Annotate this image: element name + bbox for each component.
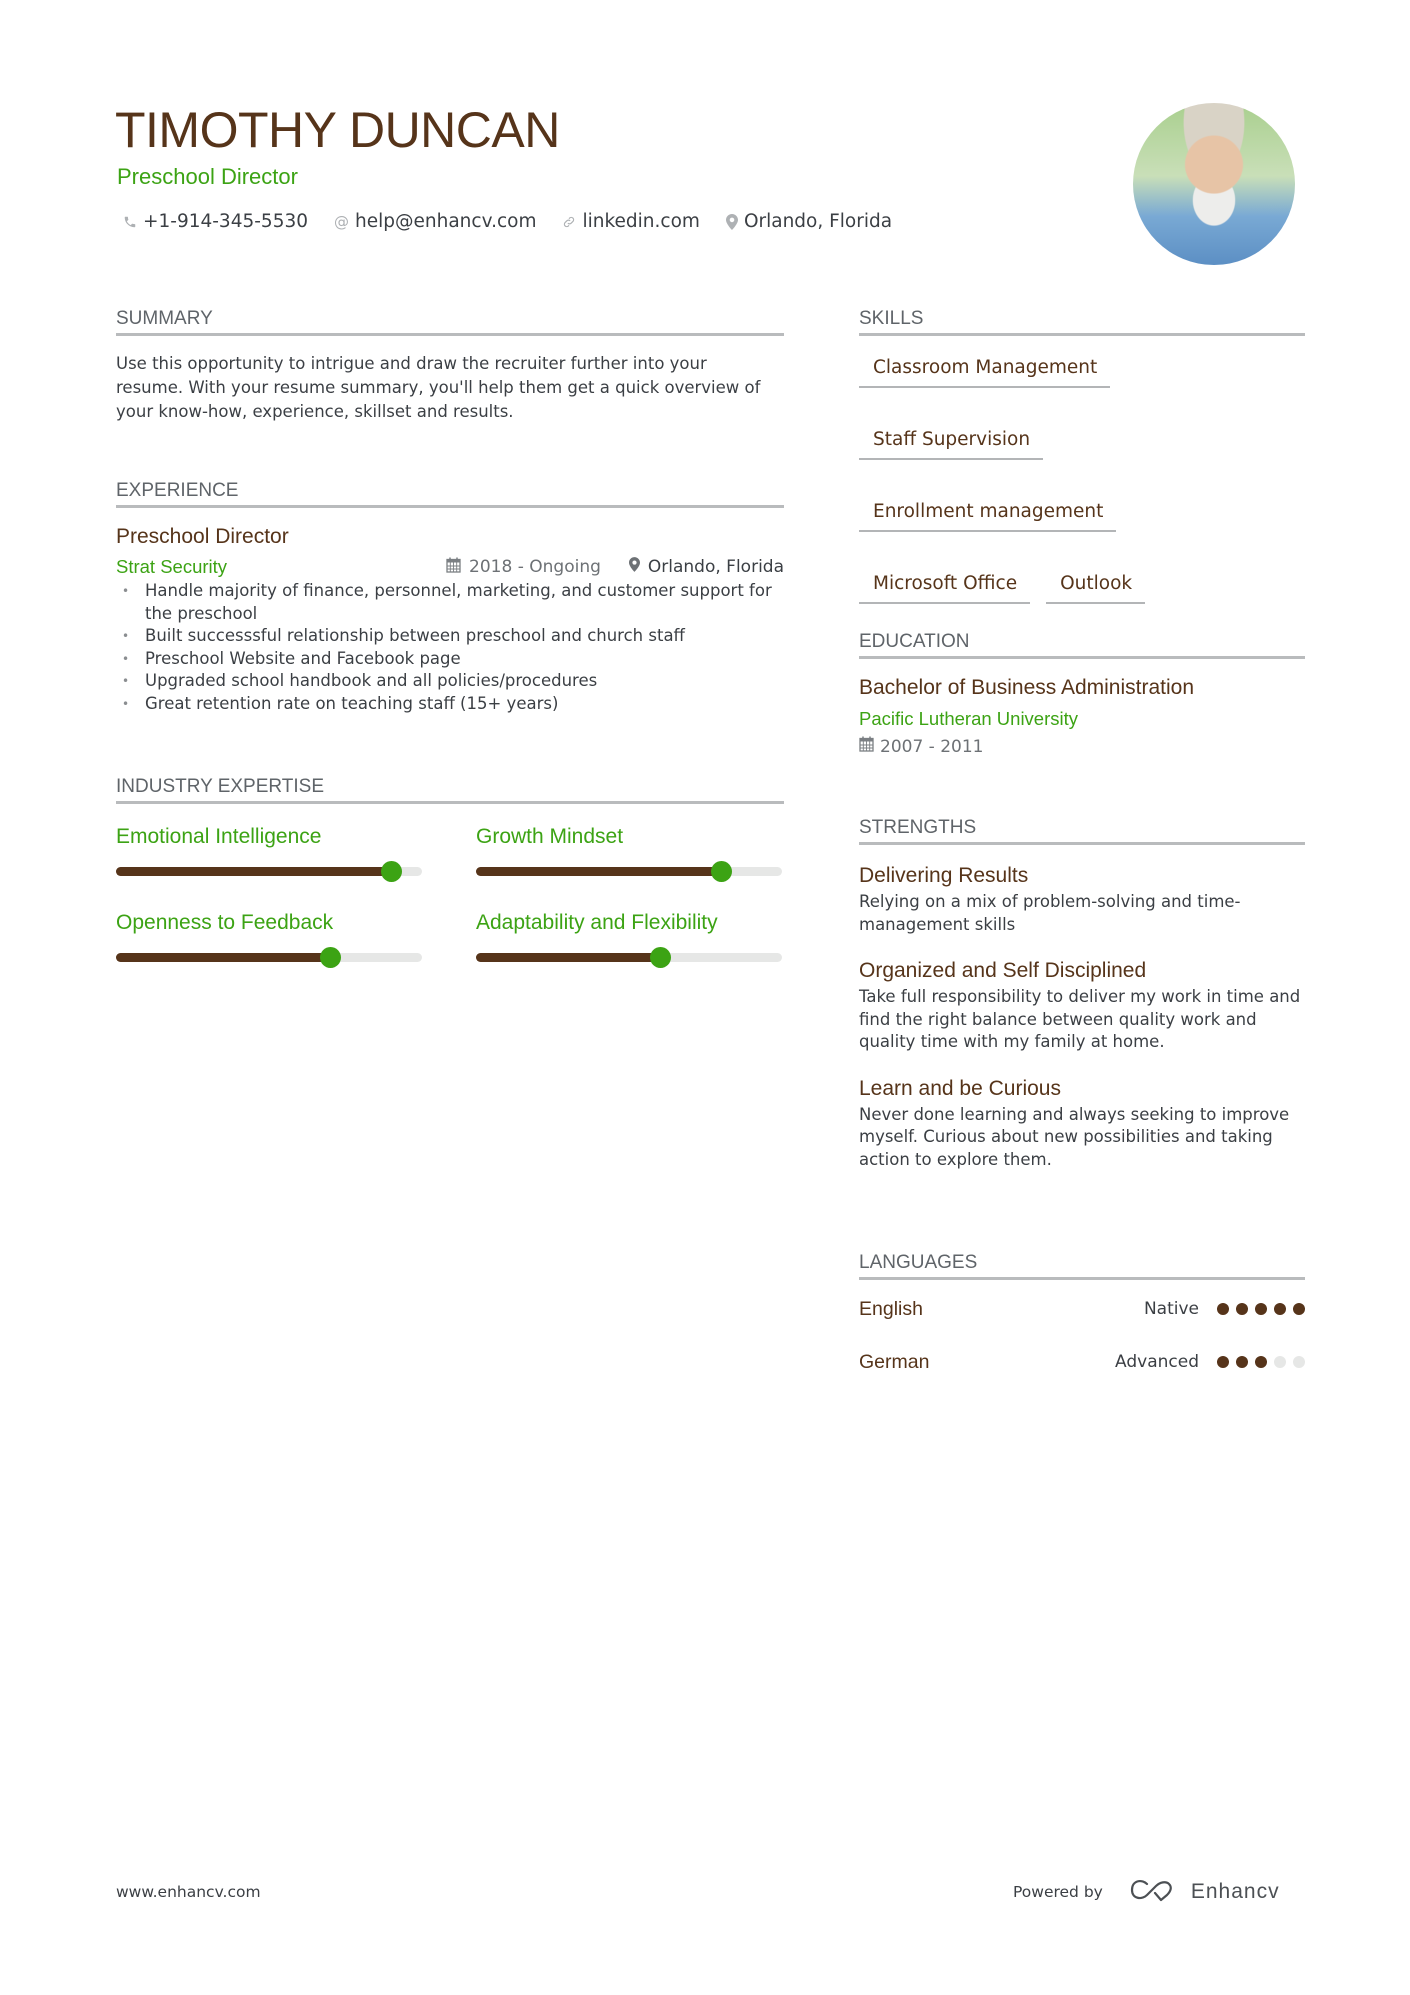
bullet-item: • Upgraded school handbook and all policies/procedures: [116, 670, 784, 693]
degree: Bachelor of Business Administration: [859, 676, 1195, 699]
contact-linkedin[interactable]: [562, 209, 699, 235]
location-pin-icon: [726, 214, 738, 230]
job-title: Preschool Director: [116, 525, 289, 548]
expertise-item: [116, 910, 422, 962]
dot-empty: [1293, 1356, 1305, 1368]
slider-fill: [476, 867, 721, 876]
expertise-label: Growth Mindset: [476, 825, 624, 848]
dot-filled: [1236, 1356, 1248, 1368]
calendar-icon: [859, 735, 874, 759]
skill-tag: Outlook: [1046, 572, 1145, 604]
company-name: Strat Security: [116, 556, 228, 577]
language-proficiency: [1115, 1352, 1305, 1372]
education-item: [859, 675, 1305, 759]
company-row: [116, 556, 784, 578]
strengths-heading: STRENGTHS: [859, 817, 1305, 845]
language-name: English: [859, 1297, 923, 1320]
footer-website[interactable]: www.enhancv.com: [116, 1883, 261, 1901]
job-meta: [446, 557, 784, 578]
skills-section: [859, 308, 1305, 604]
proficiency-dots: [1217, 1356, 1305, 1368]
contact-location: [726, 209, 892, 235]
contact-phone: [123, 209, 308, 235]
summary-text: Use this opportunity to intrigue and draw the recruiter further into your resume. With your resume summary, you'll help them get a quick overview of your know-how, experience, skillset and results.: [116, 354, 761, 421]
location-pin-icon: [629, 557, 640, 577]
enhancv-logo[interactable]: [1129, 1878, 1280, 1906]
expertise-slider: [476, 953, 782, 962]
education-section: [859, 631, 1305, 759]
skill-tag: Staff Supervision: [859, 428, 1043, 460]
bullet-item: • Preschool Website and Facebook page: [116, 648, 784, 671]
dot-filled: [1274, 1303, 1286, 1315]
skills-list: [859, 356, 1305, 604]
experience-section: [116, 480, 784, 715]
language-name: German: [859, 1350, 930, 1373]
language-level: Advanced: [1115, 1352, 1199, 1372]
strength-title: Delivering Results: [859, 864, 1029, 887]
footer-branding: [1013, 1878, 1280, 1906]
slider-knob: [711, 861, 732, 882]
dot-filled: [1255, 1356, 1267, 1368]
slider-knob: [650, 947, 671, 968]
education-dates-value: 2007 - 2011: [880, 737, 984, 757]
phone-value: +1-914-345-5530: [143, 211, 309, 232]
education-dates: [859, 735, 1305, 759]
languages-section: [859, 1252, 1305, 1377]
calendar-icon: [446, 557, 461, 578]
profile-photo: [1133, 103, 1295, 265]
expertise-section: [116, 776, 784, 962]
strength-item: [859, 958, 1305, 1054]
email-value[interactable]: help@enhancv.com: [355, 211, 537, 232]
dot-filled: [1255, 1303, 1267, 1315]
slider-fill: [116, 867, 391, 876]
enhancv-logo-icon: [1129, 1878, 1177, 1906]
job-bullets: [116, 580, 784, 715]
candidate-name: TIMOTHY DUNCAN: [115, 102, 560, 158]
proficiency-dots: [1217, 1303, 1305, 1315]
slider-knob: [320, 947, 341, 968]
languages-heading: LANGUAGES: [859, 1252, 1305, 1280]
expertise-item: [476, 824, 782, 876]
location-value: Orlando, Florida: [743, 211, 893, 232]
contact-bar: [123, 209, 892, 235]
strengths-section: [859, 817, 1305, 1171]
candidate-title: Preschool Director: [117, 164, 298, 189]
expertise-item: [476, 910, 782, 962]
expertise-slider: [116, 867, 422, 876]
expertise-slider: [116, 953, 422, 962]
skills-heading: SKILLS: [859, 308, 1305, 336]
school-name: Pacific Lutheran University: [859, 708, 1079, 729]
job-location-value: Orlando, Florida: [647, 557, 784, 577]
language-row: [859, 1347, 1305, 1377]
language-level: Native: [1143, 1299, 1199, 1319]
contact-email[interactable]: [334, 209, 536, 235]
job-location: [629, 557, 784, 578]
slider-fill: [116, 953, 330, 962]
education-heading: EDUCATION: [859, 631, 1305, 659]
strength-description: Relying on a mix of problem-solving and time-management skills: [859, 892, 1241, 934]
expertise-slider: [476, 867, 782, 876]
phone-icon: [123, 215, 137, 229]
job-dates-value: 2018 - Ongoing: [469, 557, 601, 577]
expertise-heading: INDUSTRY EXPERTISE: [116, 776, 784, 804]
powered-by-label: Powered by: [1013, 1883, 1103, 1901]
strength-title: Learn and be Curious: [859, 1076, 1061, 1100]
dot-empty: [1274, 1356, 1286, 1368]
linkedin-value[interactable]: linkedin.com: [582, 211, 700, 232]
skill-tag: Classroom Management: [859, 356, 1110, 388]
job-dates: [446, 557, 601, 578]
dot-filled: [1236, 1303, 1248, 1315]
summary-section: [116, 308, 784, 424]
strength-title: Organized and Self Disciplined: [859, 959, 1147, 982]
slider-fill: [476, 953, 660, 962]
strength-description: Take full responsibility to deliver my work in time and find the right balance between quality work and quality time with my family at home.: [859, 987, 1301, 1051]
bullet-item: • Great retention rate on teaching staff (15+ years): [116, 693, 784, 716]
strength-item: [859, 863, 1305, 936]
dot-filled: [1217, 1356, 1229, 1368]
brand-name: Enhancv: [1190, 1880, 1280, 1903]
dot-filled: [1293, 1303, 1305, 1315]
experience-heading: EXPERIENCE: [116, 480, 784, 508]
expertise-grid: [116, 824, 784, 962]
bullet-item: • Built successsful relationship between preschool and church staff: [116, 625, 784, 648]
language-row: [859, 1294, 1305, 1324]
link-icon: [562, 215, 576, 229]
expertise-label: Emotional Intelligence: [116, 825, 322, 848]
expertise-item: [116, 824, 422, 876]
language-proficiency: [1144, 1299, 1305, 1319]
strength-item: [859, 1076, 1305, 1172]
expertise-label: Openness to Feedback: [116, 911, 334, 934]
slider-knob: [381, 861, 402, 882]
dot-filled: [1217, 1303, 1229, 1315]
at-icon: @: [334, 213, 350, 231]
experience-item: [116, 524, 784, 715]
summary-heading: SUMMARY: [116, 308, 784, 336]
expertise-label: Adaptability and Flexibility: [476, 911, 718, 934]
skill-tag: Enrollment management: [859, 500, 1116, 532]
strength-description: Never done learning and always seeking to improve myself. Curious about new possibilities and taking action to explore them.: [859, 1104, 1290, 1169]
bullet-item: • Handle majority of finance, personnel, marketing, and customer support for the preschool: [116, 580, 784, 625]
skill-tag: Microsoft Office: [859, 572, 1030, 604]
